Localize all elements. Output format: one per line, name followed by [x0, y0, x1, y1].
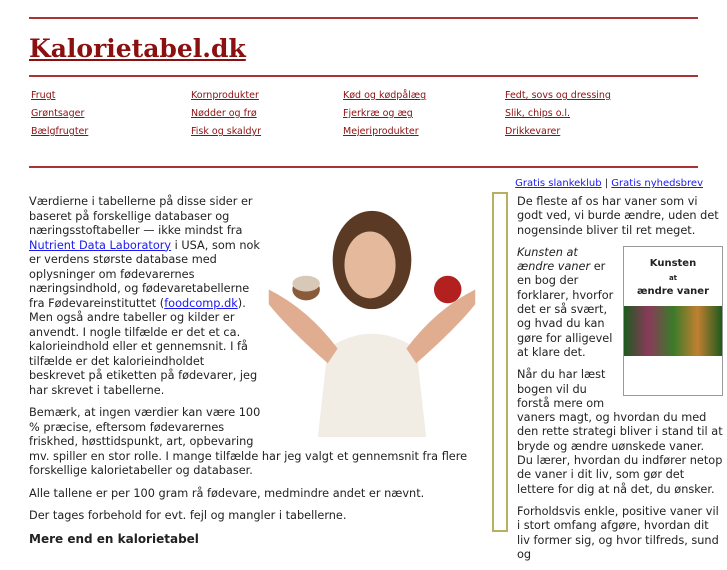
book-title-at: at: [668, 274, 678, 283]
side-paragraph-2: Kunsten at ændre vaner er en bog der forklarer, hvorfor det er så svært, og hvad du kan gøre for alligevel at klare det.: [517, 245, 614, 359]
top-links: [515, 178, 703, 189]
sidebar: [517, 195, 723, 570]
side-paragraph-3: Når du har læst bogen vil du forstå mere om vaners magt, og hvordan du med den rette strategi bliver i stand til at bryde og ændre uønskede vaner. Du lærer, hvordan du indfører netop de vaner i dit liv, som gør det lettere for dig at nå det, du ønsker.: [517, 368, 723, 496]
sidebar-border: [492, 192, 508, 532]
nav-slik[interactable]: Slik, chips o.l.: [505, 108, 571, 119]
disclaimer-paragraph: Der tages forbehold for evt. fejl og mangler i tabellerne.: [29, 509, 347, 522]
nav-nodder[interactable]: Nødder og frø: [191, 108, 257, 119]
per-100g-paragraph: Alle tallene er per 100 gram rå fødevare, medmindre andet er nævnt.: [29, 486, 425, 500]
site-title[interactable]: Kalorietabel.dk: [29, 34, 246, 63]
nav-baelgfrugter[interactable]: Bælgfrugter: [31, 126, 89, 137]
main-content: [29, 195, 491, 546]
nav-fedt[interactable]: Fedt, sovs og dressing: [505, 90, 611, 101]
book-cover[interactable]: [623, 246, 723, 396]
nav-kod[interactable]: Kød og kødpålæg: [343, 90, 427, 101]
nav-grontsager[interactable]: Grøntsager: [31, 108, 85, 119]
top-rule: [29, 17, 698, 19]
nav-drikkevarer[interactable]: Drikkevarer: [505, 126, 561, 137]
title-rule: [29, 75, 698, 77]
book-title: Kunsten: [649, 257, 697, 269]
nav-fjerkrae[interactable]: Fjerkræ og æg: [343, 108, 413, 119]
nav-fisk[interactable]: Fisk og skaldyr: [191, 126, 262, 137]
precision-paragraph: Bemærk, at ingen værdier kan være 100 % præcise, eftersom fødevarernes friskhed, høsttidspunkt, art, opbevaring mv. spiller en stor rolle. I mange tilfælde har jeg valgt et gennemsnit fra flere forskellige kalorietabeller og databaser.: [29, 406, 468, 477]
nutrient-data-link[interactable]: Nutrient Data Laboratory: [29, 238, 172, 252]
nav-mejeri[interactable]: Mejeriprodukter: [343, 126, 419, 137]
nyhedsbrev-link[interactable]: Gratis nyhedsbrev: [611, 178, 703, 189]
nav-kornprodukter[interactable]: Kornprodukter: [191, 90, 259, 101]
book-collage: [624, 306, 722, 356]
nav-frugt[interactable]: Frugt: [31, 90, 56, 101]
intro-paragraph: Værdierne i tabellerne på disse sider er baseret på forskellige databaser og næringsstoftabeller — ikke mindst fra Nutrient Data Laboratory i USA, som nok er verdens største database med oplysninger om fødevarernes næringsindhold, og fødevaretabellerne fra Fødevareinstituttet (foodcomp.dk). Men også andre tabeller og kilder er anvendt. I nogle tilfælde er det et ca. kalorieindhold eller et gennemsnit. I få tilfælde er det kalorieindholdet beskrevet på etiketten på fødevarer, jeg har skrevet i tabellerne.: [29, 195, 260, 397]
slankeklub-link[interactable]: Gratis slankeklub: [515, 178, 602, 189]
nav-rule: [29, 166, 698, 168]
side-paragraph-4: Forholdsvis enkle, positive vaner vil i stort omfang afgøre, hvordan dit liv former sig, og hvor tilfreds, sund og: [517, 504, 719, 561]
side-paragraph-1: De fleste af os har vaner som vi godt ved, vi burde ændre, uden det nogensinde bliver til ret meget.: [517, 195, 719, 237]
separator: |: [604, 178, 609, 189]
section-heading: Mere end en kalorietabel: [29, 531, 199, 546]
foodcomp-link[interactable]: foodcomp.dk: [164, 296, 238, 310]
book-title-2: ændre vaner: [636, 286, 710, 298]
woman-holding-food-photo: [267, 201, 477, 437]
